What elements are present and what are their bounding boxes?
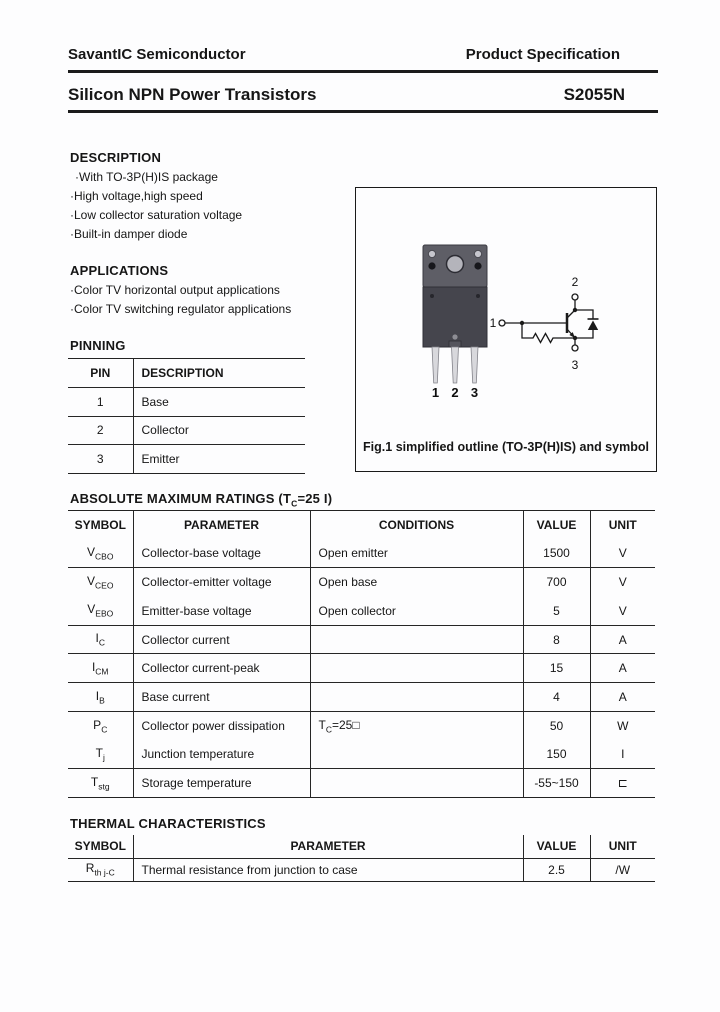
col-value: VALUE — [523, 511, 590, 540]
unit-cell: W — [590, 711, 655, 740]
table-row — [68, 387, 305, 416]
applications-item: ·Color TV switching regulator applications — [70, 302, 292, 316]
abs-max-heading-text: ABSOLUTE MAXIMUM RATINGS (T — [70, 491, 292, 506]
symbol-cell: $R_{th j-C}$ — [68, 858, 133, 881]
col-unit: UNIT — [590, 511, 655, 540]
pin-number: 1 — [68, 387, 133, 416]
value-cell: 5 — [523, 597, 590, 626]
description-item: ·High voltage,high speed — [70, 189, 203, 203]
table-row — [68, 625, 655, 654]
pin-number: 3 — [68, 445, 133, 474]
pin-description: Collector — [133, 416, 305, 445]
pin-description: Base — [133, 387, 305, 416]
abs-max-table — [68, 510, 655, 798]
doc-type: Product Specification — [465, 46, 620, 63]
symbol-cell: $V_{CEO}$ — [68, 568, 133, 597]
pin-description: Emitter — [133, 445, 305, 474]
col-parameter: PARAMETER — [133, 511, 310, 540]
value-cell: 2.5 — [523, 858, 590, 881]
table-row — [68, 568, 655, 597]
part-number: S2055N — [563, 85, 625, 104]
transistor-symbol-schematic — [489, 274, 621, 384]
table-row — [68, 416, 305, 445]
table-row — [68, 539, 655, 568]
header-rule-top — [68, 70, 658, 73]
applications-list — [70, 281, 291, 319]
col-symbol: SYMBOL — [74, 839, 126, 854]
conditions-cell — [310, 625, 523, 654]
col-conditions: CONDITIONS — [310, 511, 523, 540]
value-cell: 1500 — [523, 539, 590, 568]
table-row — [68, 740, 655, 769]
thermal-heading: THERMAL CHARACTERISTICS — [70, 816, 266, 831]
value-cell: -55~150 — [523, 769, 590, 798]
page-title: Silicon NPN Power Transistors — [68, 85, 317, 104]
damper-diode-icon — [588, 321, 598, 331]
value-cell: 15 — [523, 654, 590, 683]
symbol-cell: $V_{EBO}$ — [87, 602, 114, 619]
photo-pin-label-3: 3 — [470, 385, 479, 400]
description-item: ·Low collector saturation voltage — [70, 208, 243, 222]
description-heading: DESCRIPTION — [70, 150, 162, 165]
parameter-cell: Collector power dissipation — [133, 711, 310, 740]
value-cell: 50 — [523, 711, 590, 740]
conditions-cell: Open emitter — [310, 539, 523, 568]
table-row — [68, 445, 305, 474]
parameter-cell: Collector-emitter voltage — [133, 568, 310, 597]
package-photo — [414, 241, 496, 401]
pin-number: 2 — [68, 416, 133, 445]
photo-pin-label-2: 2 — [451, 385, 459, 400]
table-row — [68, 858, 655, 881]
parameter-cell: Emitter-base voltage — [133, 597, 310, 626]
parameter-cell: Thermal resistance from junction to case — [133, 858, 523, 881]
company-name: SavantIC Semiconductor — [68, 46, 246, 63]
unit-cell: ⊏ — [590, 769, 655, 798]
npn-symbol — [499, 294, 599, 351]
abs-max-heading-cond: =25 I) — [297, 491, 333, 506]
symbol-cell: $V_{CBO}$ — [87, 545, 114, 562]
table-row — [68, 711, 655, 740]
pinning-table — [68, 358, 305, 474]
applications-heading: APPLICATIONS — [70, 263, 169, 278]
to-3p-package — [423, 245, 487, 383]
parameter-cell: Collector current — [133, 625, 310, 654]
description-item: ·With TO-3P(H)IS package — [75, 170, 218, 184]
unit-cell: V — [590, 597, 655, 626]
table-row — [68, 683, 655, 712]
unit-cell: A — [590, 654, 655, 683]
description-item: ·Built-in damper diode — [70, 227, 188, 241]
figure-caption: Fig.1 simplified outline (TO-3P(H)IS) and symbol — [363, 440, 649, 454]
header-rule-bottom — [68, 110, 658, 113]
col-symbol: SYMBOL — [68, 511, 133, 540]
parameter-cell: Base current — [133, 683, 310, 712]
value-cell: 150 — [523, 740, 590, 769]
conditions-cell: Open base — [310, 568, 523, 597]
unit-cell: /W — [590, 858, 655, 881]
unit-cell: I — [590, 740, 655, 769]
abs-max-heading — [70, 491, 332, 509]
parameter-cell: Junction temperature — [133, 740, 310, 769]
table-row — [68, 769, 655, 798]
conditions-cell — [310, 683, 523, 712]
description-list — [70, 168, 242, 244]
unit-cell: V — [590, 539, 655, 568]
pinning-heading: PINNING — [70, 338, 126, 353]
applications-item: ·Color TV horizontal output applications — [70, 283, 280, 297]
pinning-header-row — [68, 359, 305, 388]
thermal-table — [68, 835, 655, 882]
parameter-cell: Collector current-peak — [133, 654, 310, 683]
symbol-cell: $T_j$ — [95, 745, 105, 763]
parameter-cell: Storage temperature — [133, 769, 310, 798]
col-description: DESCRIPTION — [133, 359, 305, 388]
symbol-cell: $T_{stg}$ — [68, 769, 133, 798]
unit-cell: A — [590, 683, 655, 712]
table-row — [68, 654, 655, 683]
unit-cell: A — [590, 625, 655, 654]
symbol-cell: $I_{CM}$ — [68, 654, 133, 683]
symbol-cell: $P_C$ — [68, 711, 133, 740]
unit-cell: V — [590, 568, 655, 597]
table-row — [68, 597, 655, 626]
value-cell: 700 — [523, 568, 590, 597]
conditions-cell: Open collector — [310, 597, 523, 626]
col-value: VALUE — [523, 835, 590, 858]
symbol-cell: $I_B$ — [68, 683, 133, 712]
symbol-pin-label-emitter: 3 — [571, 358, 579, 372]
conditions-cell — [310, 654, 523, 683]
conditions-cell — [310, 740, 523, 769]
col-parameter: PARAMETER — [133, 835, 523, 858]
thermal-header-row — [68, 835, 655, 858]
conditions-cell: $T_C=25□$ — [310, 711, 523, 740]
symbol-pin-label-base: 1 — [489, 316, 497, 330]
figure-1-box — [355, 187, 657, 472]
abs-max-header-row — [68, 511, 655, 540]
abs-max-heading-sub: C — [291, 498, 298, 509]
symbol-pin-label-collector: 2 — [571, 275, 579, 289]
value-cell: 8 — [523, 625, 590, 654]
col-unit: UNIT — [590, 835, 655, 858]
col-pin: PIN — [68, 359, 133, 388]
photo-pin-label-1: 1 — [431, 385, 440, 400]
value-cell: 4 — [523, 683, 590, 712]
parameter-cell: Collector-base voltage — [133, 539, 310, 568]
symbol-cell: $I_C$ — [68, 625, 133, 654]
conditions-cell — [310, 769, 523, 798]
